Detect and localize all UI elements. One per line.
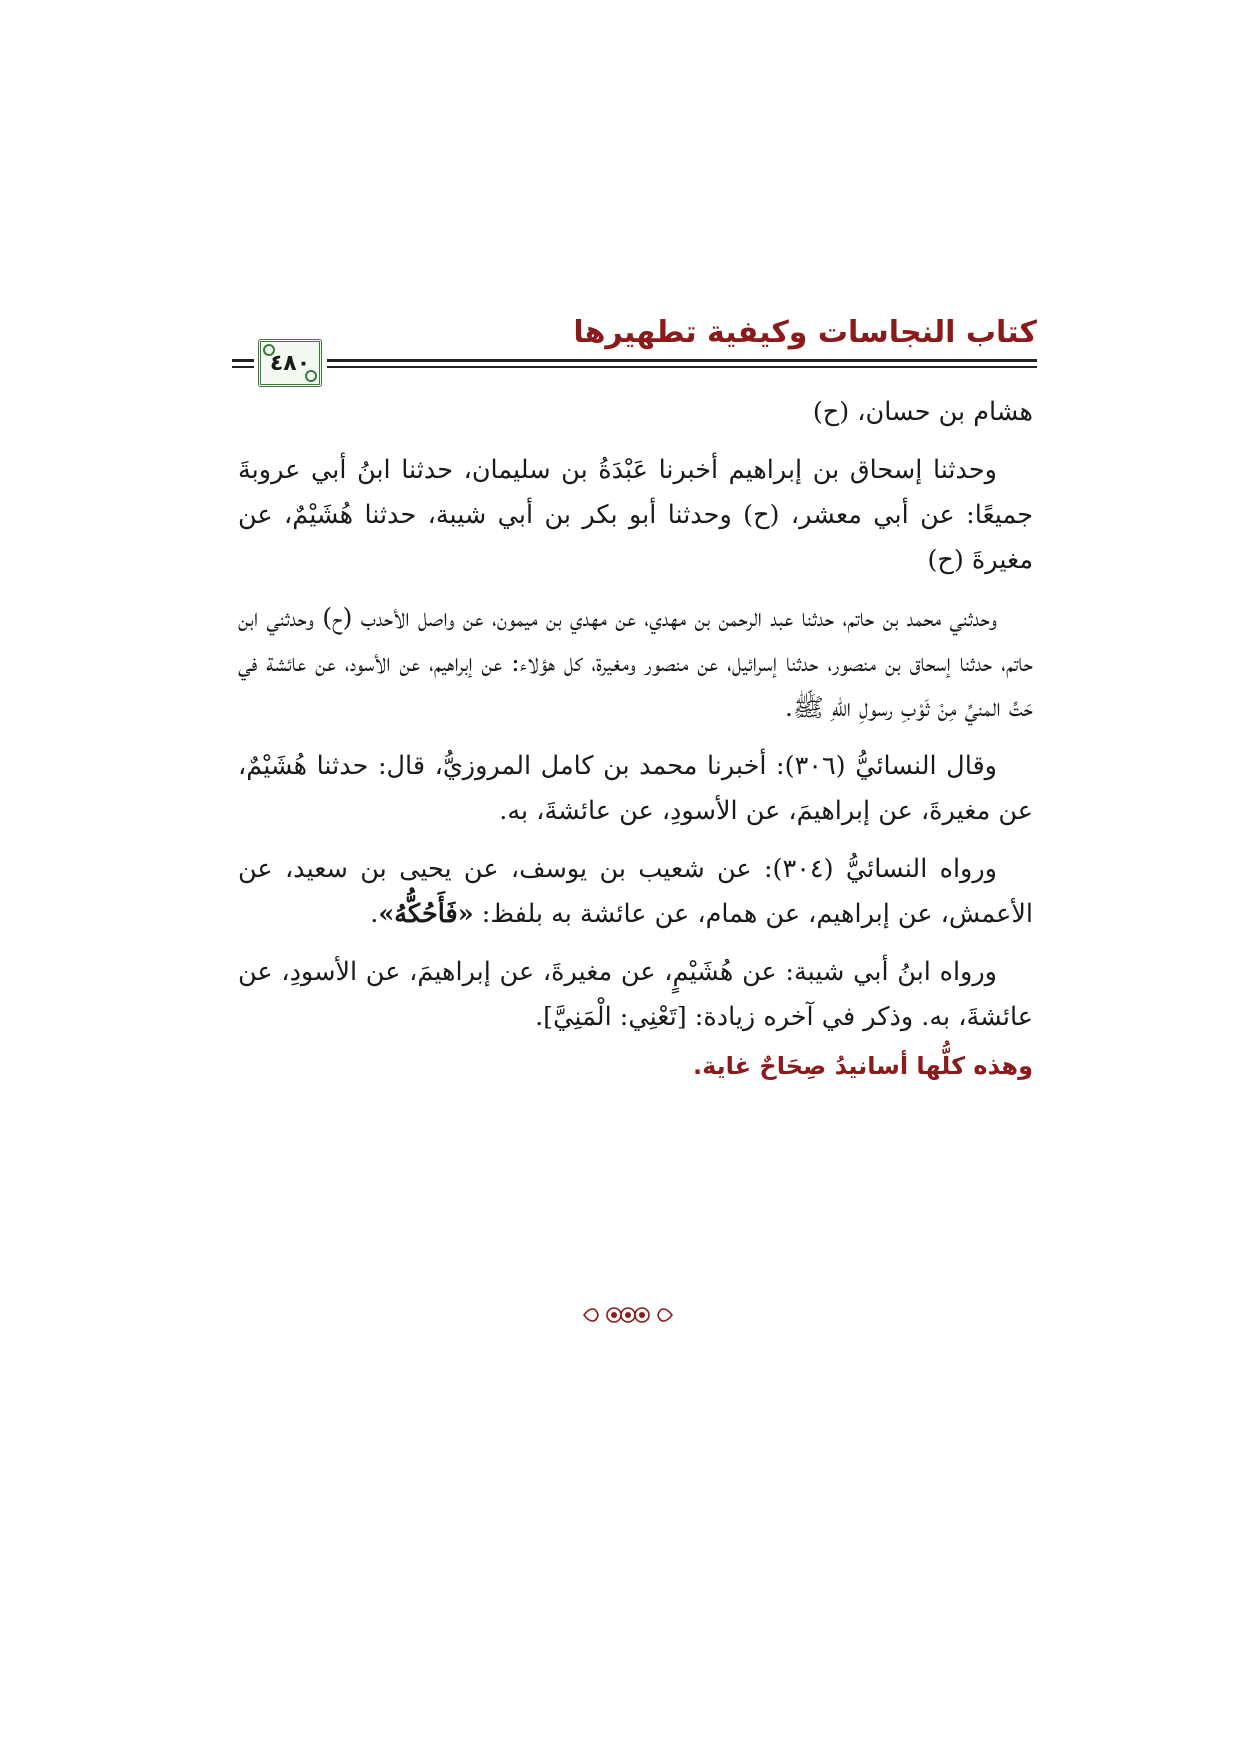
header-rule: [327, 359, 1037, 362]
conclusion-text: وهذه كلُّها أسانيدُ صِحَاحٌ غاية.: [692, 1052, 1033, 1080]
paragraph-3: وحدثني محمد بن حاتم، حدثنا عبد الرحمن بن مهدي، عن مهدي بن ميمون، عن واصل الأحدب (ح) وحدثني ابن حاتم، حدثنا إسحاق بن منصور، حدثنا إسرائيل، عن منصور ومغيرة، كل هؤلاء: عن إبراهيم، عن الأسود، عن عائشة في حَتِّ المنيِّ مِنْ ثَوْبِ رسولِ اللهِ ﷺ.: [238, 603, 1033, 723]
header-rule-left: [232, 359, 254, 362]
page-number-frame: [258, 339, 322, 387]
main-text: [238, 390, 1033, 1089]
paragraph-2: وحدثنا إسحاق بن إبراهيم أخبرنا عَبْدَةُ بن سليمان، حدثنا ابنُ أبي عروبةَ جميعًا: عن أبي معشر، (ح) وحدثنا أبو بكر بن أبي شيبة، حدثنا هُشَيْمٌ، عن مغيرةَ (ح): [238, 455, 1033, 575]
page-number: ٤٨٠: [269, 350, 311, 376]
paragraph-4: وقال النسائيُّ (٣٠٦): أخبرنا محمد بن كامل المروزيُّ، قال: حدثنا هُشَيْمٌ، عن مغيرةَ، عن إبراهيمَ، عن الأسودِ، عن عائشةَ، به.: [238, 751, 1033, 826]
paragraph-6: ورواه ابنُ أبي شيبة: عن هُشَيْمٍ، عن مغيرةَ، عن إبراهيمَ، عن الأسودِ، عن عائشةَ، به. وذكر في آخره زيادة: [تَعْنِي: الْمَنِيَّ].: [238, 957, 1033, 1032]
paragraph-5-end: .: [370, 899, 379, 929]
paragraph-5-text: ورواه النسائيُّ (٣٠٤): عن شعيب بن يوسف، عن يحيى بن سعيد، عن الأعمش، عن إبراهيم، عن همام، عن عائشة به بلفظ:: [238, 854, 1033, 929]
floral-divider-icon: [580, 1303, 676, 1327]
paragraph-5: [238, 847, 1033, 937]
book-title: كتاب النجاسات وكيفية تطهيرها: [573, 315, 1037, 350]
header-rule-secondary: [327, 366, 1037, 368]
hadith-quote: «فَأَحُكُّهُ»: [378, 899, 474, 929]
paragraph-1: هشام بن حسان، (ح): [812, 397, 1033, 427]
header-rule-left-secondary: [232, 366, 254, 368]
page-header: [232, 315, 1037, 387]
